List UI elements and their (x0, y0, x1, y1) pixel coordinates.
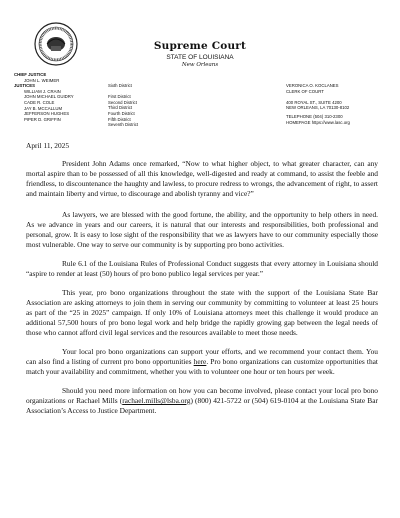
district-label: Sixth District (108, 83, 132, 88)
paragraph-text: . Pro bono organizations can customize opportunities that match your availability and commitment, whether you with to volunteer one hour or ten hours per week. (26, 357, 378, 376)
state-name: STATE OF LOUISIANA (166, 54, 234, 61)
court-name: Supreme Court (153, 40, 247, 52)
clerk-block (286, 83, 396, 125)
district-label: First District (108, 94, 131, 100)
paragraph: Rule 6.1 of the Louisiana Rules of Professional Conduct suggests that every attorney in Louisiana should “aspire to render at least (50) hours of pro bono publico legal services per year.” (26, 259, 378, 278)
justice-name: CADE R. COLE (24, 99, 55, 105)
telephone: TELEPHONE (504) 310-2300 (286, 113, 343, 119)
homepage: HOMEPAGE https://www.lasc.org (286, 119, 350, 125)
letter-body (26, 141, 378, 425)
justice-name: WILLIAM J. CRAIN (24, 88, 61, 94)
address-line: NEW ORLEANS, LA 70130-8102 (286, 105, 350, 111)
email-link[interactable]: rachael.mills@lsba.org (122, 396, 191, 405)
district-label: Fourth District (108, 110, 135, 116)
paragraph: This year, pro bono organizations throughout the state with the support of the Louisiana State Bar Association are asking attorneys to join them in serving our community by committing to volunteer at least 25 hours as part of the “25 in 2025” campaign. If only 10% of Louisiana attorneys meet this challenge it would produce an additional 57,500 hours of pro bono legal work and help bridge the rapidly growing gap between the legal needs of those who cannot afford civil legal services and the resources available to meet those needs. (26, 288, 378, 337)
justice-name: JAY B. MCCALLUM (24, 105, 63, 111)
justices-header: JUSTICES (14, 83, 36, 89)
opportunities-link[interactable]: here (193, 357, 207, 366)
justice-name: PIPER D. GRIFFIN (24, 116, 61, 122)
justice-name: JOHN MICHAEL GUIDRY (24, 94, 74, 100)
paragraph (26, 347, 378, 377)
district-label: Fifth District (108, 116, 131, 122)
city-name: New Orleans (181, 62, 219, 68)
paragraph-text: Should you need more information on how you can become involved, please contact your local pro bono organizations or Rachael Mills ( (26, 386, 378, 405)
district-label: Third District (108, 105, 133, 111)
clerk-title: CLERK OF COURT (286, 88, 324, 94)
justices-list (14, 72, 98, 122)
clerk-name: VERONICA O. KOCLANES (286, 83, 339, 88)
chief-justice-header: CHIEF JUSTICE (14, 72, 47, 77)
address-line: 400 ROYAL ST., SUITE 4200 (286, 99, 342, 105)
district-label: Second District (108, 99, 137, 105)
paragraph (26, 386, 378, 416)
letter-date: April 11, 2025 (26, 141, 70, 150)
paragraph-text: ) (800) 421-5722 or (504) 619-0104 at the Louisiana State Bar Association’s Access to Justice Department. (26, 396, 378, 415)
chief-justice-name: JOHN L. WEIMER (24, 77, 60, 83)
districts-list (108, 83, 138, 128)
paragraph-text: Your local pro bono organizations can support your efforts, and we recommend your contact them. You can also find a listing of current pro bono opportunities (26, 347, 378, 366)
paragraph: As lawyers, we are blessed with the good fortune, the ability, and the opportunity to help others in need. As we advance in years and our careers, it is natural that our interests and responsibilities, both professional and personal, grow. It is easy to lose sight of the responsibility that we as lawyers have to our community especially those most vulnerable. One way to serve our community is by supporting pro bono activities. (26, 210, 378, 249)
paragraph-quote: President John Adams once remarked, “Now to what higher object, to what greater character, can any mortal aspire than to be possessed of all this knowledge, well-digested and ready at command, to assist the feeble and friendless, to discountenance the haughty and lawless, to procure redress to wrongs, the advancement of right, to assert and maintain liberty and virtue, to discourage and abolish tyranny and vice?” (26, 159, 378, 198)
justice-name: JEFFERSON HUGHES (24, 111, 70, 117)
district-label: Seventh District (108, 122, 139, 128)
